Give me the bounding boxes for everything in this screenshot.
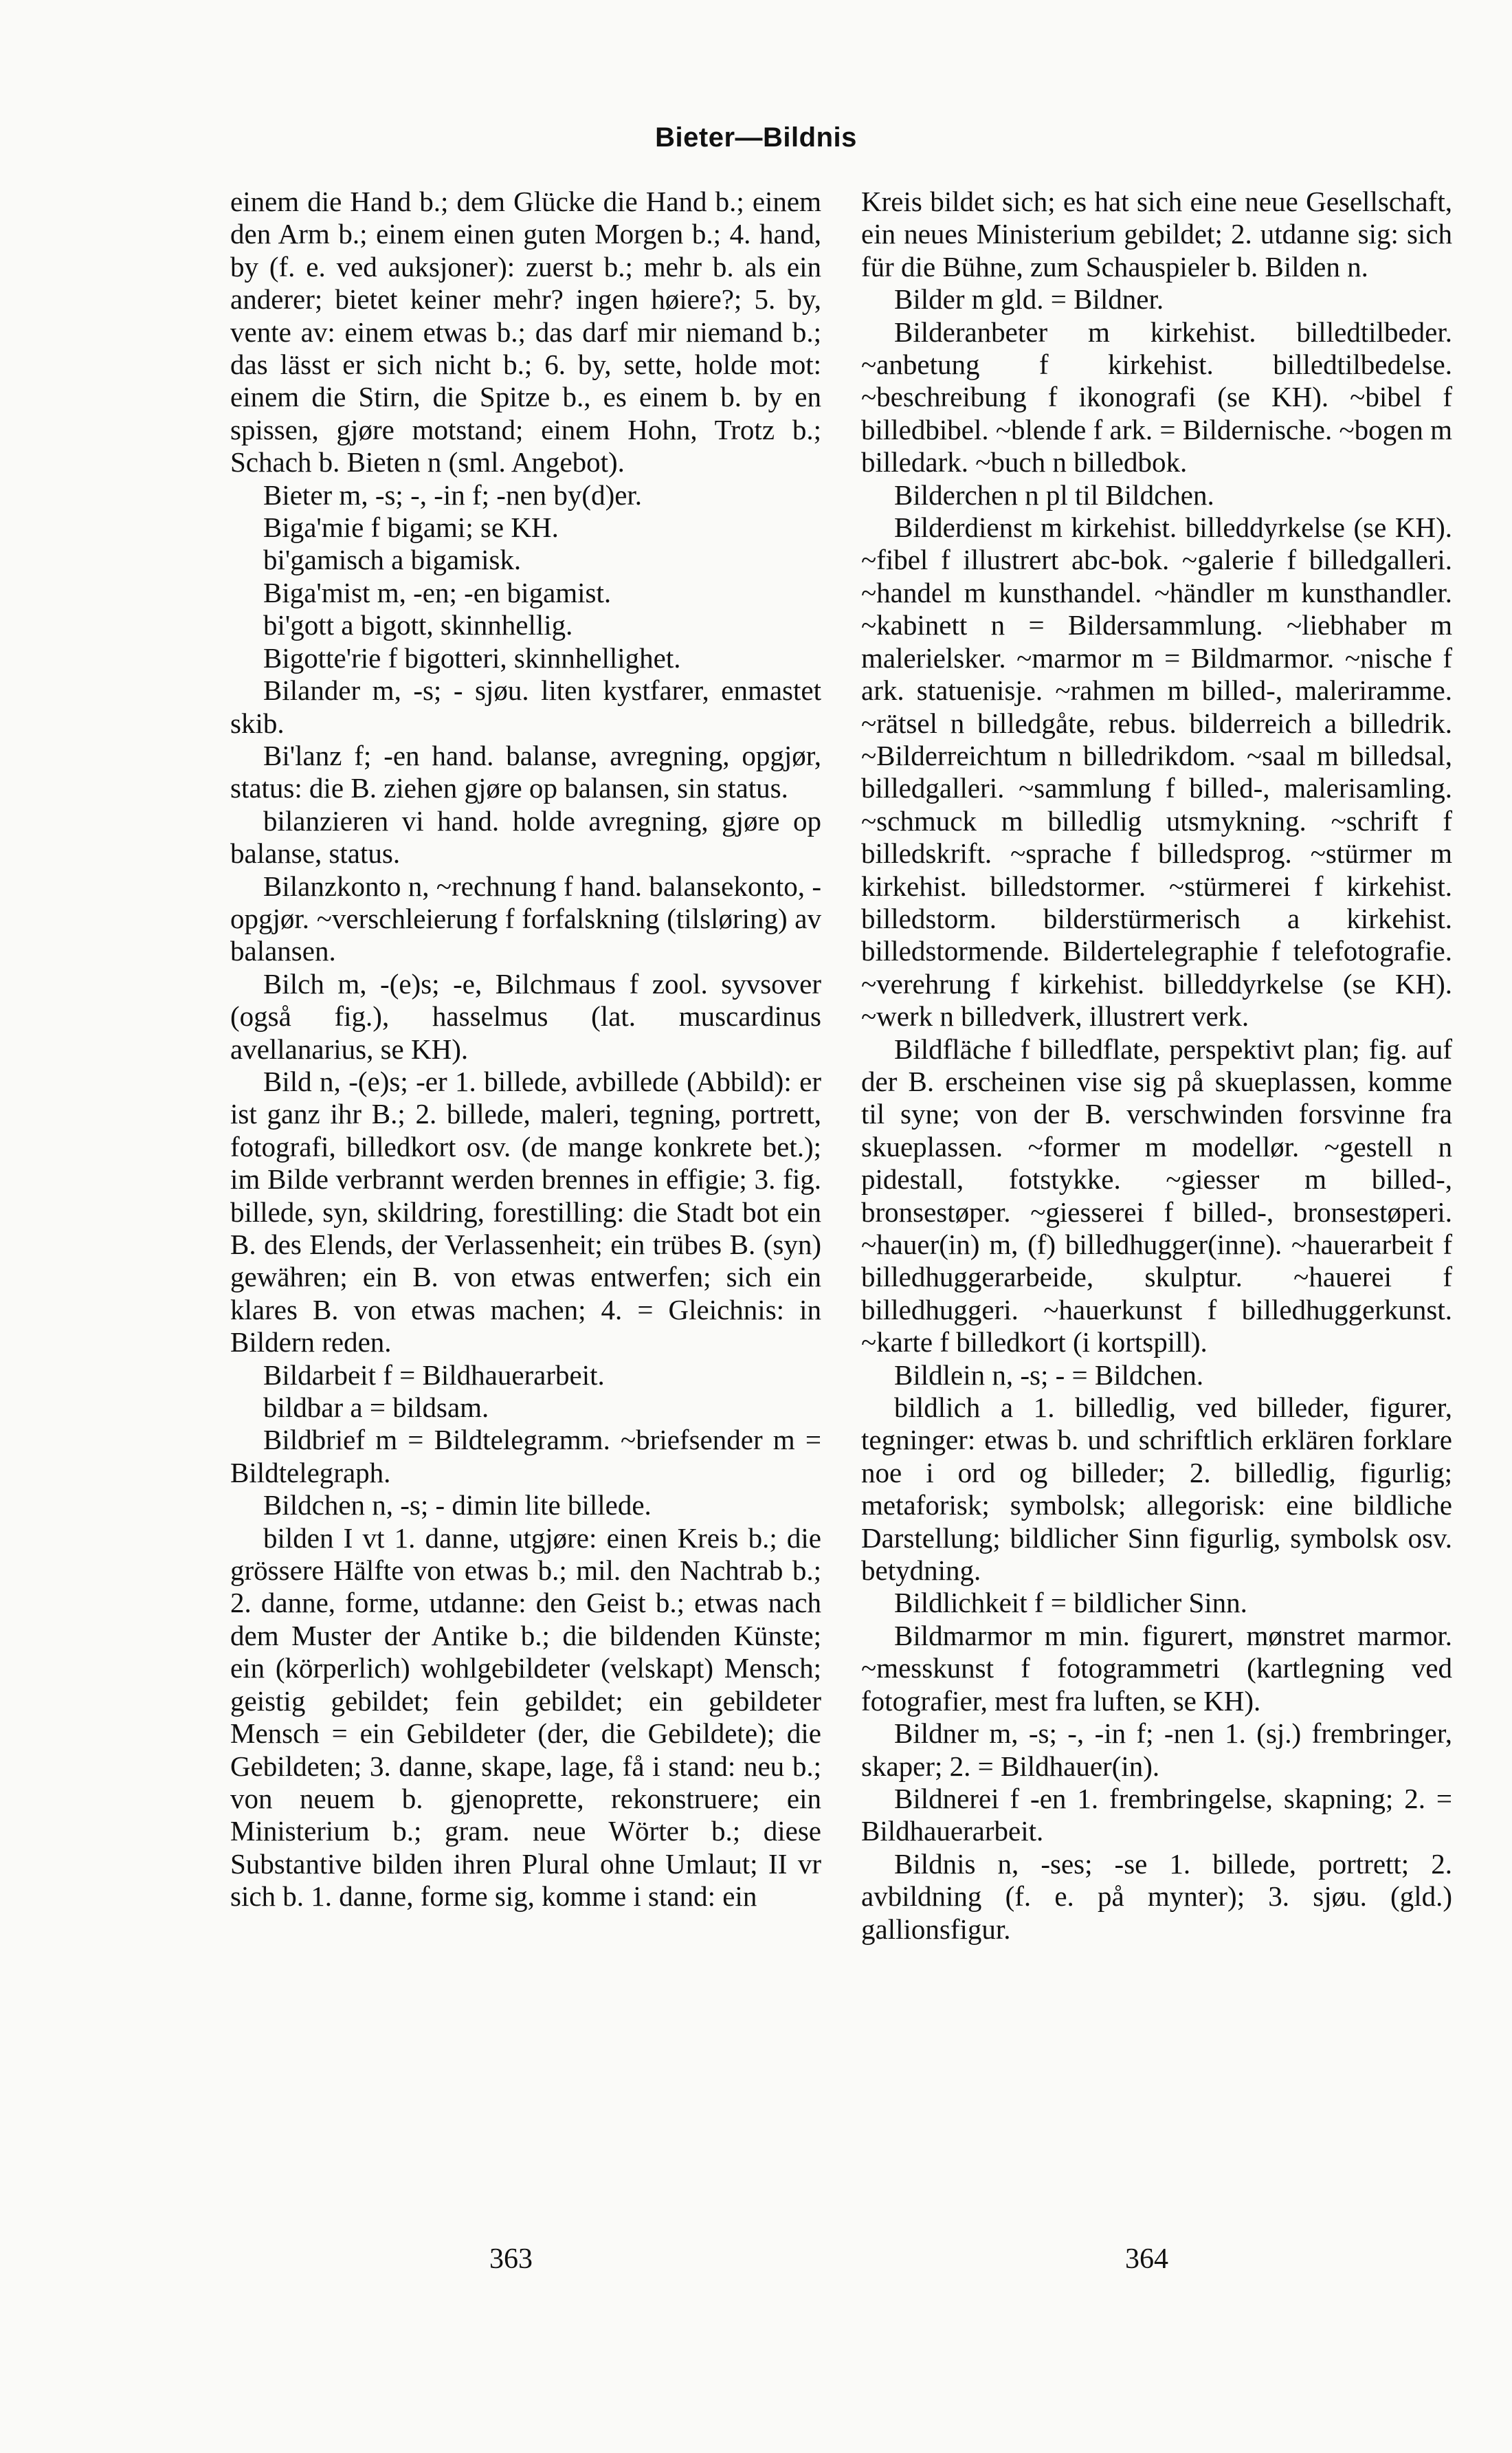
dictionary-entry: Bilch m, -(e)s; -e, Bilchmaus f zool. syvsover (også fig.), hasselmus (lat. muscardinus avellanarius, se KH). [230,967,821,1065]
dictionary-entry: Bildfläche f billedflate, perspektivt plan; fig. auf der B. erscheinen vise sig på skueplassen, komme til syne; von der B. verschwinden forsvinne fra skueplassen. ~former m modellør. ~gestell n pidestall, fotstykke. ~giesser m billed-, bronsestøper. ~giesserei f billed-, bronsestøperi. ~hauer(in) m, (f) billedhugger(inne). ~hauerarbeit f billedhuggerarbeide, skulptur. ~hauerei f billedhuggeri. ~hauerkunst f billedhuggerkunst. ~karte f billedkort (i kortspill). [861,1033,1452,1358]
dictionary-entry: Kreis bildet sich; es hat sich eine neue Gesellschaft, ein neues Ministerium gebildet; 2. utdanne sig: sich für die Bühne, zum Schauspieler b. Bilden n. [861,186,1452,283]
dictionary-entry: bilanzieren vi hand. holde avregning, gjøre op balanse, status. [230,804,821,870]
dictionary-entry: Bildarbeit f = Bildhauerarbeit. [263,1358,605,1391]
dictionary-entry: Bi'lanz f; -en hand. balanse, avregning, opgjør, status: die B. ziehen gjøre op balansen, sin status. [230,739,821,804]
dictionary-entry: Bild n, -(e)s; -er 1. billede, avbillede (Abbild): er ist ganz ihr B.; 2. billede, maleri, tegning, portrett, fotografi, billedkort osv. (de mange konkrete bet.); im Bilde verbrannt werden brennes in effigie; 3. fig. billede, syn, skildring, forestilling: die Stadt bot ein B. des Elends, der Verlassenheit; ein trübes B. (syn) gewähren; ein B. von etwas entwerfen; sich ein klares B. von etwas machen; 4. = Gleichnis: in Bildern reden. [230,1065,821,1358]
dictionary-entry: Bildlichkeit f = bildlicher Sinn. [894,1587,1247,1619]
dictionary-entry: Bildbrief m = Bildtelegramm. ~briefsender m = Bildtelegraph. [230,1424,821,1488]
dictionary-entry: Bilanzkonto n, ~rechnung f hand. balansekonto, -opgjør. ~verschleierung f forfalskning (tilsløring) av balansen. [230,870,821,967]
dictionary-entry: Bildnis n, -ses; -se 1. billede, portrett; 2. avbildning (f. e. på mynter); 3. sjøu. (gld.) gallionsfigur. [861,1847,1452,1945]
dictionary-entry: Bilder m gld. = Bildner. [894,283,1164,316]
left-column [230,186,821,1913]
dictionary-entry: bilden I vt 1. danne, utgjøre: einen Kreis b.; die grössere Hälfte von etwas b.; mil. den Nachtrab b.; 2. danne, forme, utdanne: den Geist b.; etwas nach dem Muster der Antike b.; die bildenden Künste; ein (körperlich) wohlgebildeter (velskapt) Mensch; geistig gebildet; fein gebildet; ein gebildeter Mensch = ein Gebildeter (der, die Gebildete); die Gebildeten; 3. danne, skape, lage, få i stand: neu b.; von neuem b. gjenoprette, rekonstruere; ein Ministerium b.; gram. neue Wörter b.; diese Substantive bilden ihren Plural ohne Umlaut; II vr sich b. 1. danne, forme sig, komme i stand: ein [230,1521,821,1913]
page-number-left: 363 [489,2243,533,2275]
dictionary-entry: Biga'mie f bigami; se KH. [263,512,559,544]
dictionary-entry: einem die Hand b.; dem Glücke die Hand b.; einem den Arm b.; einem einen guten Morgen b.; 4. hand, by (f. e. ved auksjoner): zuerst b.; mehr b. als ein anderer; bietet keiner mehr? ingen høiere?; 5. by, vente av: einem etwas b.; das darf mir niemand b.; das lässt er sich nicht b.; 6. by, sette, holde mot: einem die Stirn, die Spitze b., es einem b. by en spissen, gjøre motstand; einem Hohn, Trotz b.; Schach b. Bieten n (sml. Angebot). [230,186,821,478]
dictionary-entry: Bildlein n, -s; - = Bildchen. [894,1358,1204,1391]
dictionary-entry: Bildner m, -s; -, -in f; -nen 1. (sj.) frembringer, skaper; 2. = Bildhauer(in). [861,1717,1452,1782]
dictionary-entry: Bilderdienst m kirkehist. billeddyrkelse (se KH). ~fibel f illustrert abc-bok. ~galerie f billedgalleri. ~handel m kunsthandel. ~händler m kunsthandler. ~kabinett n = Bildersammlung. ~liebhaber m malerielsker. ~marmor m = Bildmarmor. ~nische f ark. statuenisje. ~rahmen m billed-, maleriramme. ~rätsel n billedgåte, rebus. bilderreich a billedrik. ~Bilderreichtum n billedrikdom. ~saal m billedsal, billedgalleri. ~sammlung f billed-, malerisamling. ~schmuck m billedlig utsmykning. ~schrift f billedskrift. ~sprache f billedsprog. ~stürmer m kirkehist. billedstormer. ~stürmerei f kirkehist. billedstorm. bilderstürmerisch a kirkehist. billedstormende. Bildertelegraphie f telefotografie. ~verehrung f kirkehist. billeddyrkelse (se KH). ~werk n billedverk, illustrert verk. [861,512,1452,1033]
dictionary-entry: bildlich a 1. billedlig, ved billeder, figurer, tegninger: etwas b. und schriftlich erklären forklare noe i ord og billeder; 2. billedlig, figurlig; metaforisk; symbolsk; allegorisk: eine bildliche Darstellung; bildlicher Sinn figurlig, symbolsk osv. betydning. [861,1392,1452,1587]
dictionary-entry: Biga'mist m, -en; -en bigamist. [263,576,612,608]
running-header: Bieter—Bildnis [655,122,857,153]
dictionary-entry: bildbar a = bildsam. [263,1392,489,1424]
page-number-right: 364 [1125,2243,1168,2275]
dictionary-entry: bi'gott a bigott, skinnhellig. [263,609,573,641]
dictionary-entry: Bildchen n, -s; - dimin lite billede. [263,1489,652,1521]
dictionary-entry: Bilderchen n pl til Bildchen. [894,478,1214,511]
dictionary-entry: Bilander m, -s; - sjøu. liten kystfarer, enmastet skib. [230,674,821,739]
dictionary-entry: bi'gamisch a bigamisk. [263,544,522,576]
dictionary-entry: Bilderanbeter m kirkehist. billedtilbeder. ~anbetung f kirkehist. billedtilbedelse. ~beschreibung f ikonografi (se KH). ~bibel f billedbibel. ~blende f ark. = Bildernische. ~bogen m billedark. ~buch n billedbok. [861,316,1452,478]
dictionary-entry: Bildnerei f -en 1. frembringelse, skapning; 2. = Bildhauerarbeit. [861,1782,1452,1847]
right-column [861,186,1452,1946]
dictionary-entry: Bieter m, -s; -, -in f; -nen by(d)er. [263,478,643,511]
dictionary-entry: Bigotte'rie f bigotteri, skinnhellighet. [263,641,681,674]
dictionary-entry: Bildmarmor m min. figurert, mønstret marmor. ~messkunst f fotogrammetri (kartlegning ved fotografier, mest fra luften, se KH). [861,1619,1452,1717]
